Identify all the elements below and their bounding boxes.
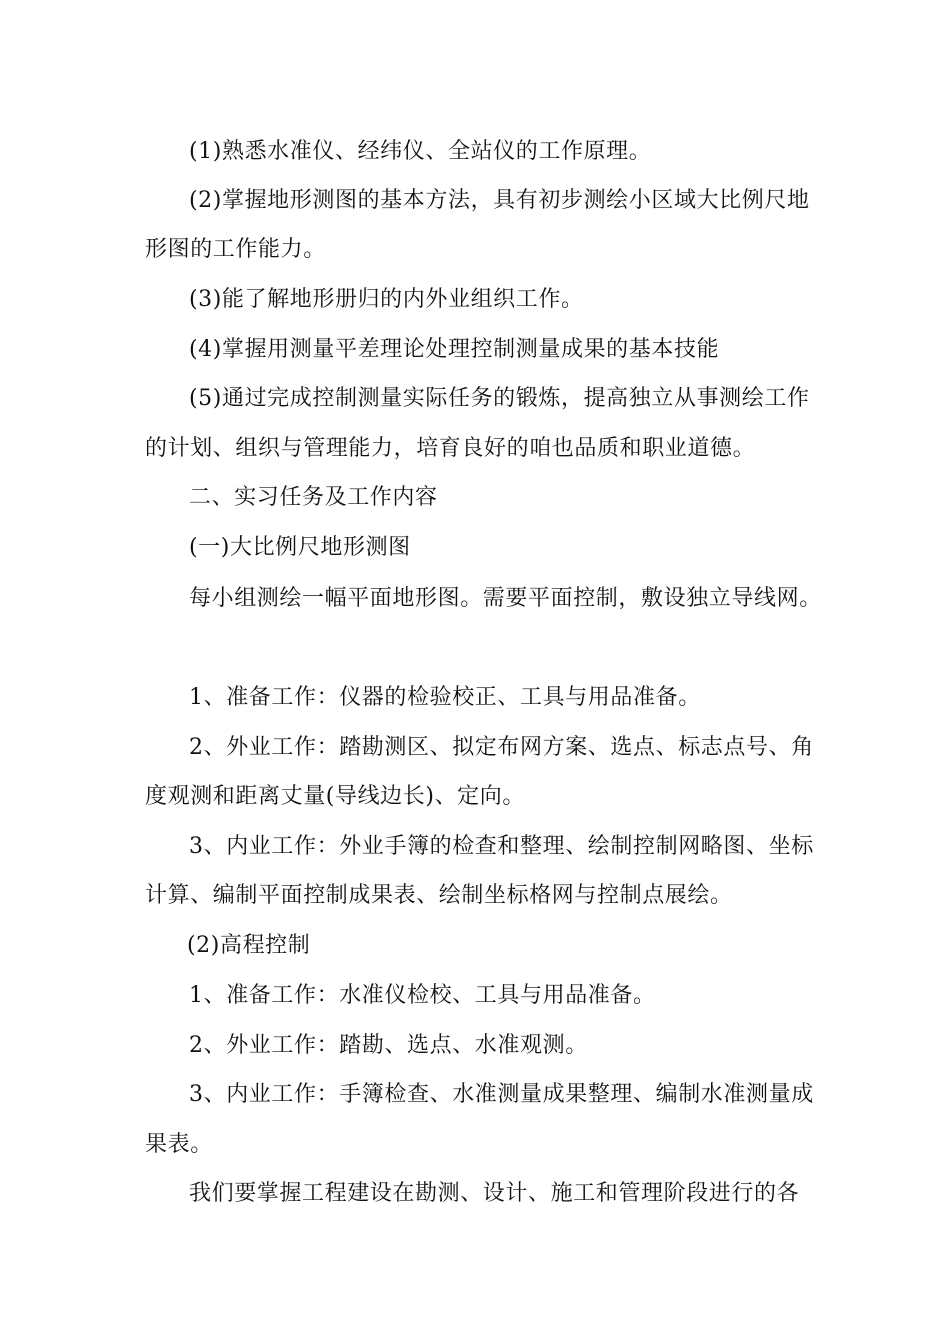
list-item: 3、内业工作：手簿检查、水准测量成果整理、编制水准测量成 <box>189 1082 814 1107</box>
subsection-heading: (2)高程控制 <box>187 933 311 958</box>
paragraph-line: 的计划、组织与管理能力，培育良好的咱也品质和职业道德。 <box>145 436 756 461</box>
list-item: 2、外业工作：踏勘、选点、水准观测。 <box>189 1033 588 1058</box>
section-heading: 二、实习任务及工作内容 <box>189 485 438 510</box>
paragraph-line: 每小组测绘一幅平面地形图。需要平面控制，敷设独立导线网。 <box>189 586 822 611</box>
list-item: 3、内业工作：外业手簿的检查和整理、绘制控制网略图、坐标 <box>189 834 814 859</box>
list-item-continuation: 果表。 <box>145 1132 213 1157</box>
paragraph-line: (1)熟悉水准仪、经纬仪、全站仪的工作原理。 <box>189 139 652 164</box>
subsection-heading: (一)大比例尺地形测图 <box>189 535 411 560</box>
paragraph-line: (4)掌握用测量平差理论处理控制测量成果的基本技能 <box>189 337 720 362</box>
list-item-continuation: 计算、编制平面控制成果表、绘制坐标格网与控制点展绘。 <box>145 883 733 908</box>
paragraph-line: 形图的工作能力。 <box>145 237 326 262</box>
list-item: 2、外业工作：踏勘测区、拟定布网方案、选点、标志点号、角 <box>189 735 814 760</box>
paragraph-line: (2)掌握地形测图的基本方法，具有初步测绘小区域大比例尺地 <box>189 188 810 213</box>
list-item: 1、准备工作：水准仪检校、工具与用品准备。 <box>189 983 656 1008</box>
paragraph-line: (3)能了解地形册归的内外业组织工作。 <box>189 287 584 312</box>
paragraph-line: (5)通过完成控制测量实际任务的锻炼，提高独立从事测绘工作 <box>189 386 810 411</box>
list-item-continuation: 度观测和距离丈量(导线边长)、定向。 <box>145 784 525 809</box>
list-item: 1、准备工作：仪器的检验校正、工具与用品准备。 <box>189 685 701 710</box>
paragraph-line: 我们要掌握工程建设在勘测、设计、施工和管理阶段进行的各 <box>189 1181 800 1206</box>
